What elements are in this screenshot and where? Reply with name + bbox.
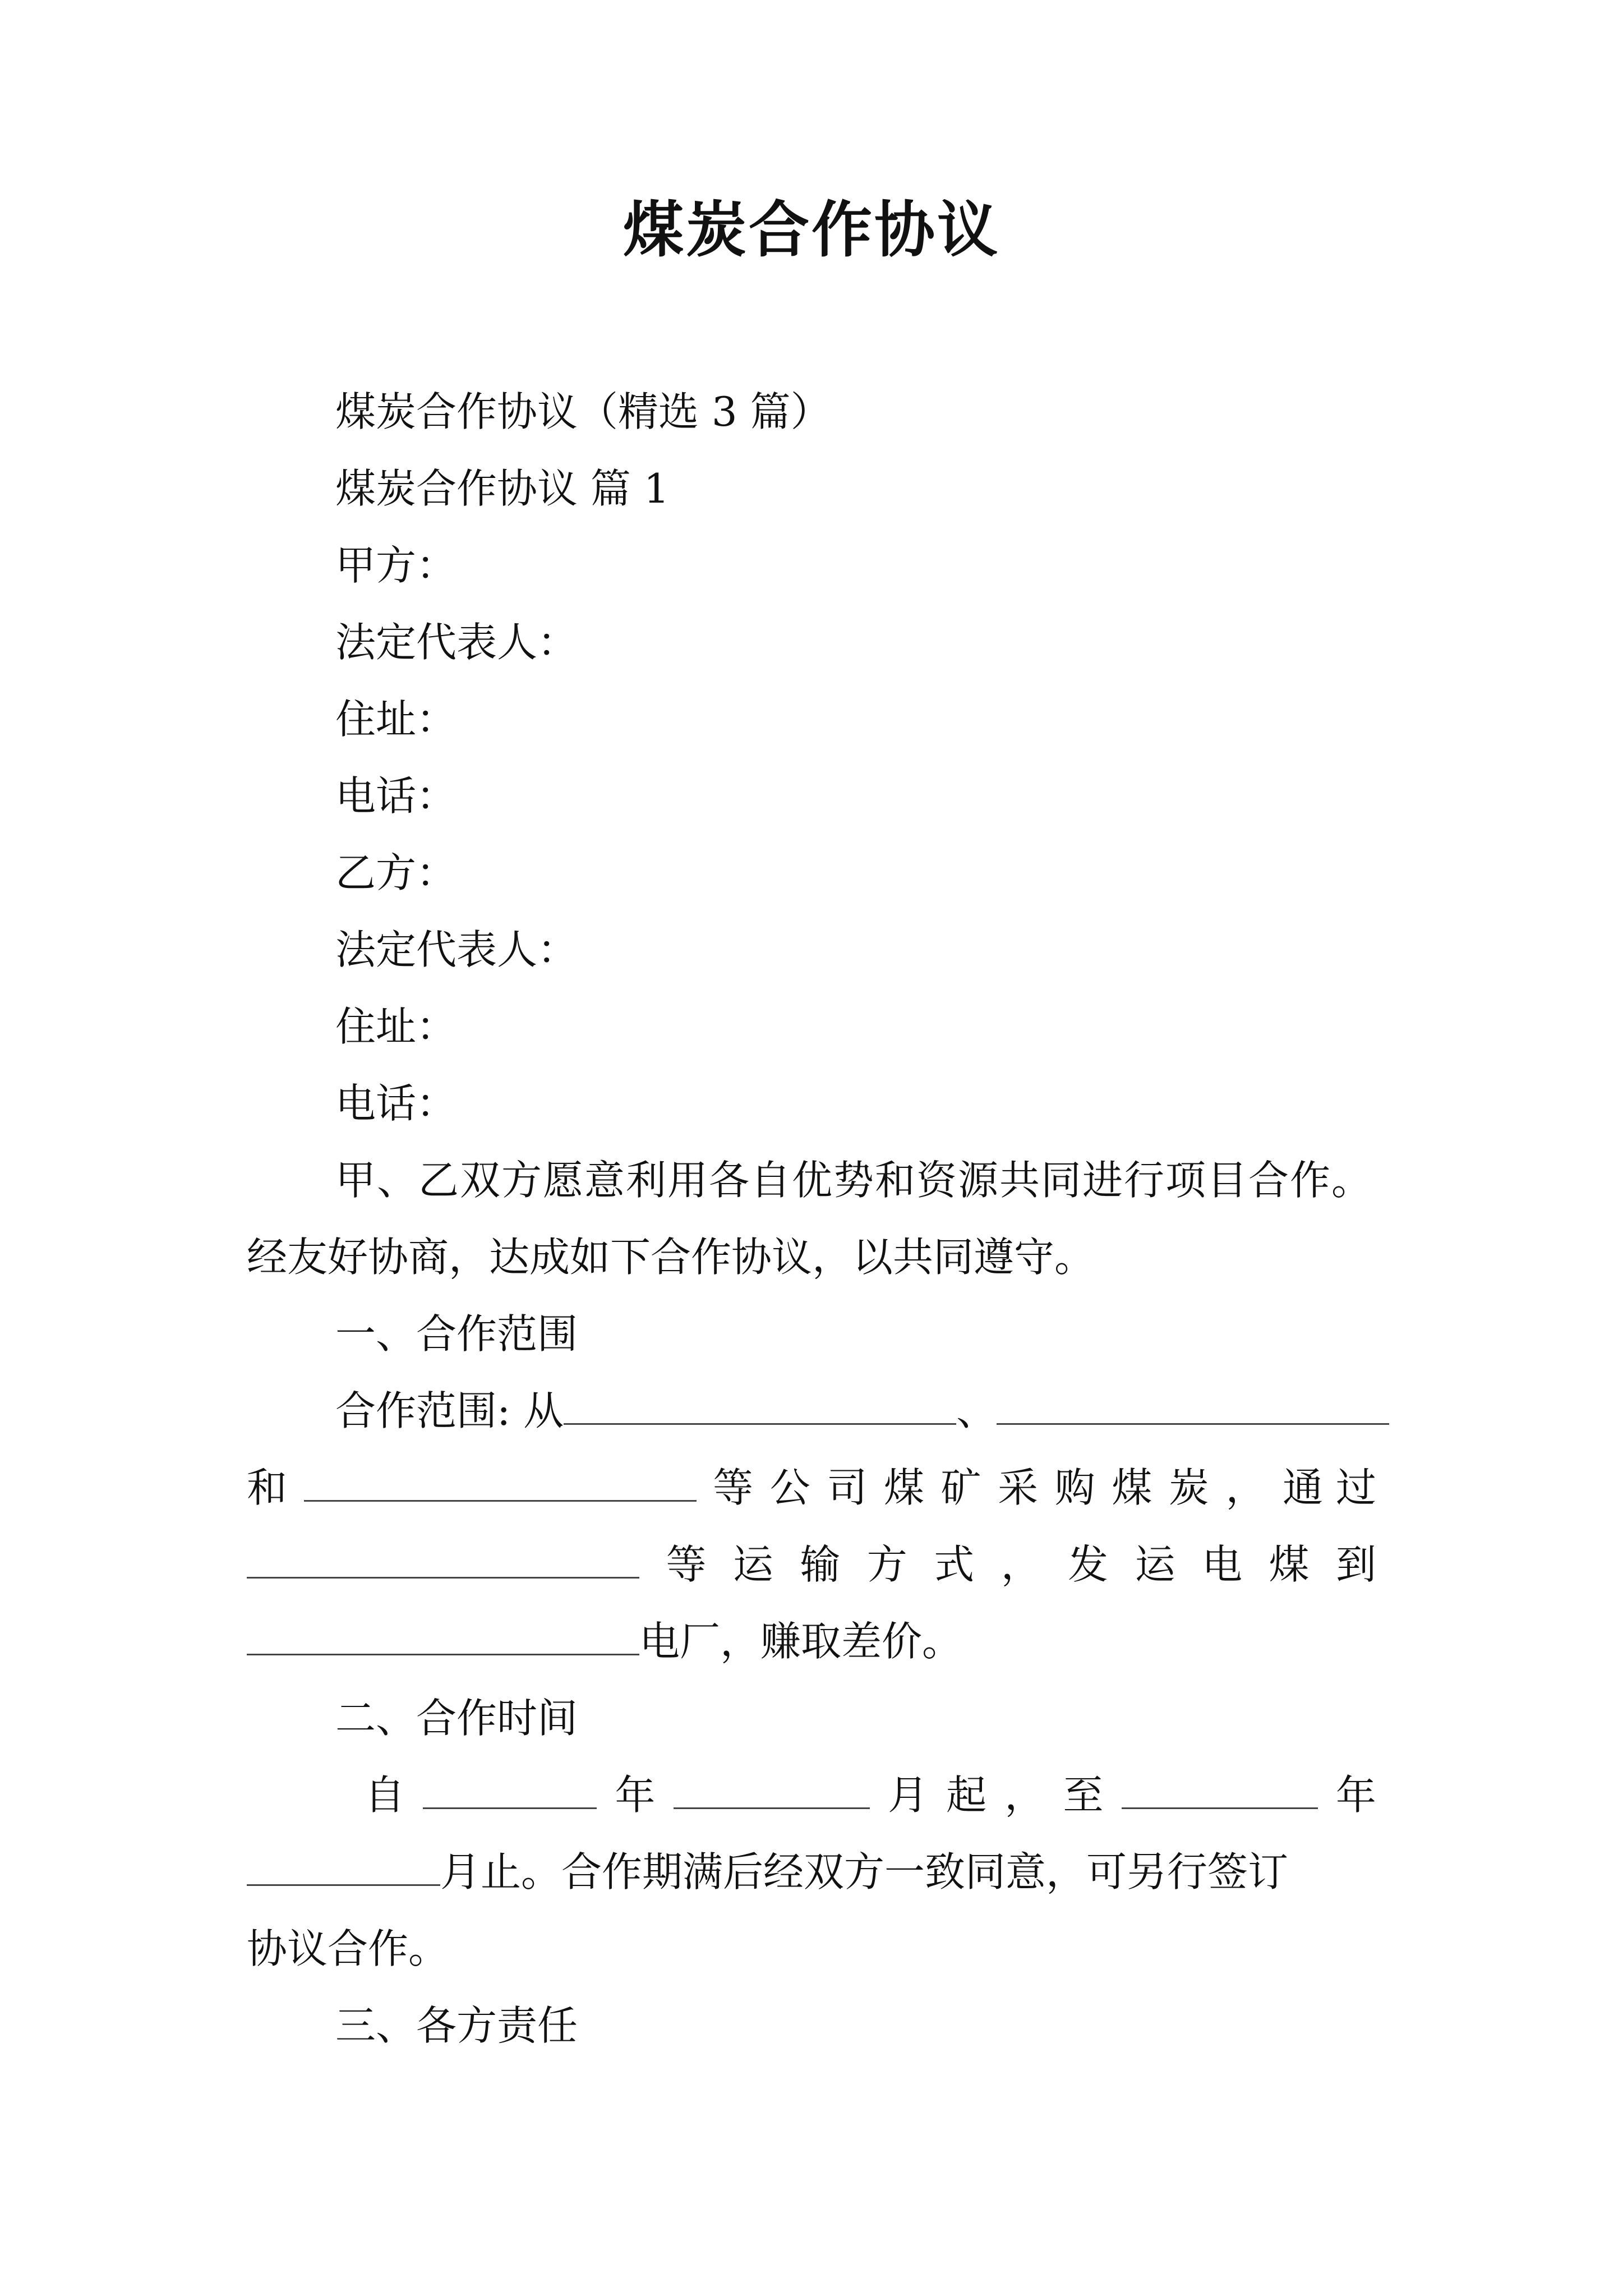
time-line-1 bbox=[365, 1767, 1376, 1823]
scope-tail: 电厂，赚取差价。 bbox=[639, 1618, 963, 1665]
blank-field[interactable] bbox=[423, 1767, 597, 1809]
blank-field[interactable] bbox=[674, 1767, 870, 1809]
scope-line-1 bbox=[335, 1383, 1389, 1439]
word: 起 bbox=[946, 1772, 987, 1819]
party-b-representative: 法定代表人： bbox=[335, 926, 578, 973]
word: 等 bbox=[713, 1464, 754, 1511]
section-2-heading: 二、合作时间 bbox=[335, 1695, 578, 1742]
word: ， bbox=[1225, 1464, 1266, 1511]
word: 煤 bbox=[883, 1464, 924, 1511]
word: 运 bbox=[732, 1541, 773, 1588]
chapter-heading: 煤炭合作协议 篇 1 bbox=[335, 465, 670, 512]
word: 至 bbox=[1063, 1772, 1104, 1819]
word: ， bbox=[1004, 1772, 1045, 1819]
document-subtitle: 煤炭合作协议（精选 3 篇） bbox=[335, 388, 831, 435]
blank-field[interactable] bbox=[564, 1383, 956, 1425]
word: 年 bbox=[615, 1772, 656, 1819]
word: 自 bbox=[365, 1772, 405, 1819]
word: 运 bbox=[1135, 1541, 1175, 1588]
word: 通 过 bbox=[1283, 1464, 1376, 1511]
word: 煤 bbox=[1112, 1464, 1152, 1511]
word: 等 bbox=[666, 1541, 707, 1588]
word: 矿 bbox=[940, 1464, 981, 1511]
time-line-3: 协议合作。 bbox=[247, 1925, 449, 1972]
party-b-label: 乙方： bbox=[335, 849, 457, 896]
blank-field[interactable] bbox=[1122, 1767, 1318, 1809]
word: ， bbox=[1000, 1541, 1041, 1588]
scope-line-2 bbox=[247, 1460, 1376, 1516]
word: 购 bbox=[1054, 1464, 1095, 1511]
intro-line-1: 甲、乙双方愿意利用各自优势和资源共同进行项目合作。 bbox=[335, 1157, 1373, 1204]
word-and: 和 bbox=[247, 1464, 288, 1511]
word: 年 bbox=[1335, 1772, 1376, 1819]
scope-line-3 bbox=[247, 1536, 1376, 1593]
party-a-representative: 法定代表人： bbox=[335, 619, 578, 666]
blank-field[interactable] bbox=[997, 1383, 1389, 1425]
word: 采 bbox=[998, 1464, 1039, 1511]
word: 电 bbox=[1202, 1541, 1243, 1588]
section-3-heading: 三、各方责任 bbox=[335, 2002, 578, 2049]
time-line-2 bbox=[247, 1844, 1288, 1900]
intro-line-2: 经友好协商，达成如下合作协议，以共同遵守。 bbox=[247, 1234, 1095, 1281]
scope-separator: 、 bbox=[956, 1387, 997, 1434]
party-b-address: 住址： bbox=[335, 1003, 457, 1050]
word: 月 bbox=[887, 1772, 928, 1819]
blank-field[interactable] bbox=[247, 1536, 639, 1579]
word: 发 bbox=[1068, 1541, 1109, 1588]
party-a-phone: 电话： bbox=[335, 772, 457, 820]
word: 式 bbox=[934, 1541, 975, 1588]
word: 煤 bbox=[1269, 1541, 1310, 1588]
word: 到 bbox=[1335, 1541, 1376, 1588]
time-line-2-text: 月止。合作期满后经双方一致同意，可另行签订 bbox=[440, 1848, 1289, 1895]
party-a-label: 甲方： bbox=[335, 542, 457, 589]
party-a-address: 住址： bbox=[335, 696, 457, 743]
word: 炭 bbox=[1168, 1464, 1209, 1511]
word: 公 bbox=[769, 1464, 810, 1511]
scope-lead: 合作范围: 从 bbox=[335, 1387, 564, 1434]
scope-line-4 bbox=[247, 1613, 962, 1669]
blank-field[interactable] bbox=[247, 1844, 440, 1886]
document-title: 煤炭合作协议 bbox=[623, 195, 1000, 265]
blank-field[interactable] bbox=[304, 1460, 697, 1502]
word: 司 bbox=[827, 1464, 868, 1511]
party-b-phone: 电话： bbox=[335, 1080, 457, 1127]
word: 方 bbox=[866, 1541, 907, 1588]
word: 输 bbox=[800, 1541, 841, 1588]
blank-field[interactable] bbox=[247, 1613, 639, 1655]
section-1-heading: 一、合作范围 bbox=[335, 1310, 578, 1358]
